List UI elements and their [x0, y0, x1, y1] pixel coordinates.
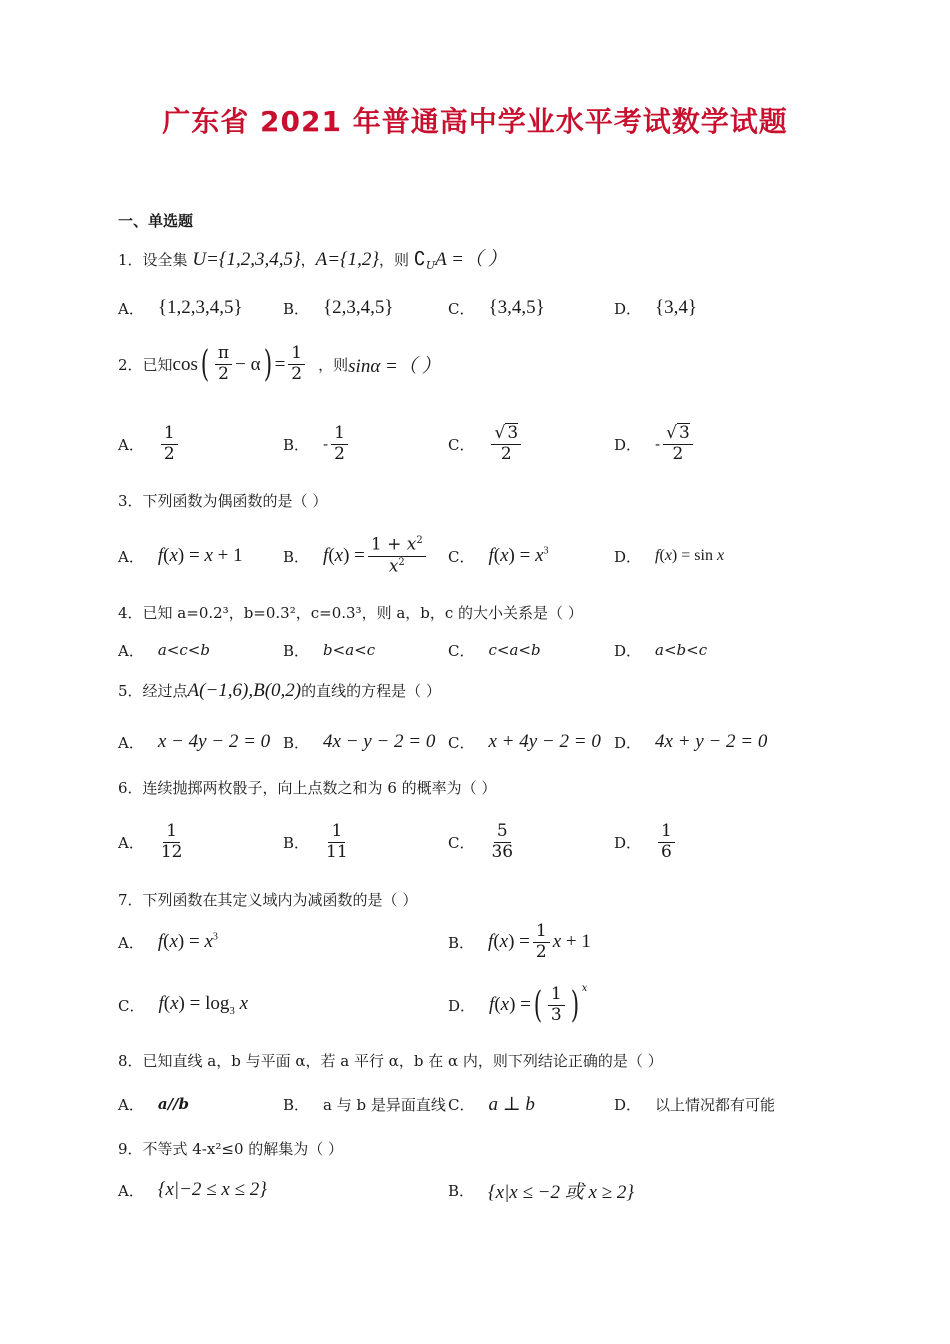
q5-option-d[interactable]: D． 4x + y − 2 = 0 — [614, 731, 768, 752]
q2-option-b[interactable]: B． - 1 2 — [283, 422, 351, 466]
q5-option-a[interactable]: A． x − 4y − 2 = 0 — [118, 731, 271, 752]
q2-option-c[interactable]: C． √ 3 2 — [448, 422, 524, 466]
q1-option-a[interactable]: A． {1,2,3,4,5} — [118, 297, 243, 318]
q2-option-d[interactable]: D． - √ 3 2 — [614, 422, 696, 466]
question-4-stem: 4．已知 a=0.2³，b=0.3²，c=0.3³，则 a，b，c 的大小关系是（ ） — [118, 604, 583, 622]
question-7-stem: 7．下列函数在其定义域内为减函数的是（ ） — [118, 891, 418, 909]
q5-option-b[interactable]: B． 4x − y − 2 = 0 — [283, 731, 436, 752]
q7-option-d[interactable]: D． f(x) = ( 1 3 ) $^x$ — [448, 983, 588, 1026]
q6-option-b[interactable]: B． 1 11 — [283, 820, 348, 862]
q7-option-b[interactable]: B． f(x) = $\frac{1}{2}$ x + 1 — [448, 920, 591, 962]
q6-option-a[interactable]: A． 1 12 — [118, 820, 183, 862]
q8-option-d[interactable]: D． 以上情况都有可能 — [614, 1095, 776, 1114]
q1-option-d[interactable]: D． {3,4} — [614, 297, 698, 318]
q8-option-b[interactable]: B． a 与 b 是异面直线 — [283, 1095, 446, 1114]
question-1-stem: 1．设全集 U={1,2,3,4,5}，A={1,2}，则 $∁_UA$ =（ ） — [118, 249, 507, 272]
q1-option-b[interactable]: B． {2,3,4,5} — [283, 297, 394, 318]
question-2-stem: 2．已知 cos ( π 2 − α ) = $\frac{1}{2}$ ，则 sinα =（ ） — [118, 343, 441, 385]
question-6-stem: 6．连续抛掷两枚骰子，向上点数之和为 6 的概率为（ ） — [118, 779, 497, 797]
q4-option-c[interactable]: C． c<a<b — [448, 641, 541, 660]
section-heading: 一、单选题 — [118, 212, 194, 230]
q8-option-c[interactable]: C． a ⊥ b — [448, 1093, 535, 1115]
question-5-stem: 5．经过点A(−1,6),B(0,2)的直线的方程是（ ） — [118, 680, 441, 701]
page-title: 广东省 2021 年普通高中学业水平考试数学试题 — [162, 105, 788, 138]
question-3-stem: 3．下列函数为偶函数的是（ ） — [118, 492, 328, 510]
q6-option-d[interactable]: D． 1 6 — [614, 820, 678, 864]
q3-option-a[interactable]: A． f(x) = x + 1 — [118, 545, 243, 566]
q3-option-d[interactable]: D． f(x) = sin x — [614, 547, 725, 566]
q9-option-a[interactable]: A． {x|−2 ≤ x ≤ 2} — [118, 1179, 267, 1200]
q3-option-c[interactable]: C． $f(x) = x^3$ — [448, 545, 549, 566]
q3-option-b[interactable]: B． f(x) = $\frac{1 + x^2}{x^2}$ — [283, 534, 429, 578]
q9-option-b[interactable]: B． {x|x ≤ −2 或 x ≥ 2} — [448, 1181, 634, 1203]
q5-option-c[interactable]: C． x + 4y − 2 = 0 — [448, 731, 601, 752]
q2-option-a[interactable]: A． 1 2 — [118, 422, 181, 466]
q1-option-c[interactable]: C． {3,4,5} — [448, 297, 545, 318]
q7-option-c[interactable]: C． $f(x) = \log_3 x$ — [118, 993, 249, 1017]
q4-option-d[interactable]: D． a<b<c — [614, 641, 708, 660]
q8-option-a[interactable]: A． a//b — [118, 1095, 190, 1114]
question-8-stem: 8．已知直线 a，b 与平面 α，若 a 平行 α，b 在 α 内，则下列结论正确的是（ ） — [118, 1052, 663, 1070]
question-9-stem: 9．不等式 4-x²≤0 的解集为（ ） — [118, 1140, 344, 1158]
q4-option-a[interactable]: A． a<c<b — [118, 641, 210, 660]
q6-option-c[interactable]: C． 5 36 — [448, 820, 514, 862]
q4-option-b[interactable]: B． b<a<c — [283, 641, 376, 660]
q7-option-a[interactable]: A． $f(x) = x^3$ — [118, 931, 218, 952]
